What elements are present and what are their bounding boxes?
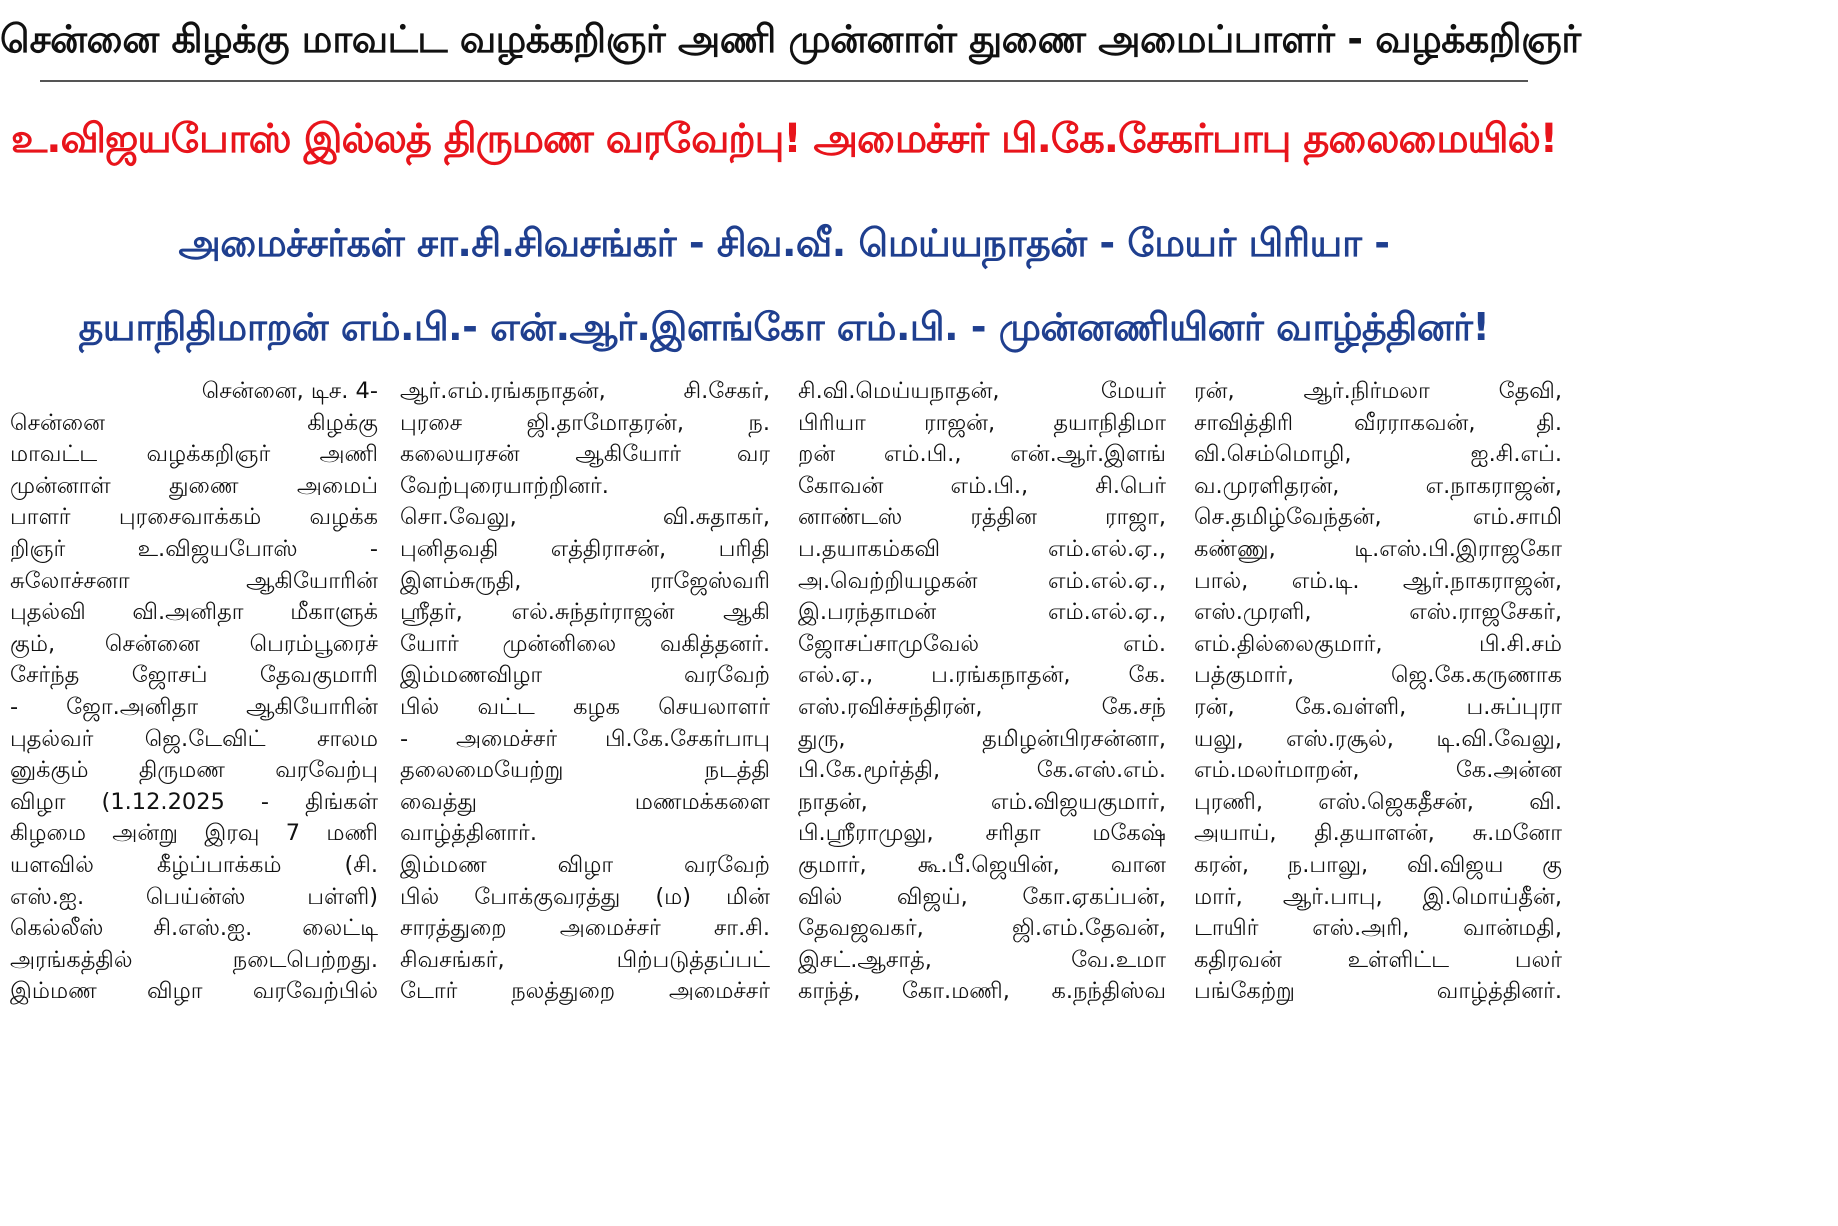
article-line: றிஞர் உ.விஜயபோஸ் - <box>10 535 378 562</box>
article-line: வ.முரளிதரன், எ.நாகராஜன், <box>1194 472 1562 499</box>
article-line: னாண்டஸ் ரத்தின ராஜா, <box>798 504 1166 531</box>
article-line: எஸ்.முரளி, எஸ்.ராஜசேகர், <box>1194 599 1562 626</box>
article-line: இசட்.ஆசாத், வே.உமா <box>798 946 1166 973</box>
article-line: அ.வெற்றியழகன் எம்.எல்.ஏ., <box>798 567 1166 594</box>
article-line: வேற்புரையாற்றினர். <box>400 472 609 499</box>
article-line: சாரத்துறை அமைச்சர் சா.சி. <box>400 915 770 942</box>
article-line: எஸ்.ரவிச்சந்திரன், கே.சந் <box>798 693 1166 720</box>
article-line: கெல்லீஸ் சி.எஸ்.ஐ. லைட்டி <box>10 915 378 942</box>
article-line: சென்னை, டிச. 4- <box>201 378 378 404</box>
article-line: ஜோசப்சாமுவேல் எம். <box>798 630 1166 657</box>
article-line: விழா (1.12.2025 - திங்கள் <box>10 788 378 815</box>
article-line: இம்மண விழா வரவேற்பில் <box>10 978 378 1005</box>
article-line: ஆர்.எம்.ரங்கநாதன், சி.சேகர், <box>400 378 770 404</box>
article-line: சிவசங்கர், பிற்படுத்தப்பட் <box>400 946 770 973</box>
article-column-2 <box>400 376 770 1041</box>
article-line: முன்னாள் துணை அமைப் <box>10 472 378 499</box>
article-line: புரசை ஜி.தாமோதரன், ந. <box>400 409 770 436</box>
article-line: எஸ்.ஐ. பெய்ன்ஸ் பள்ளி) <box>10 883 378 910</box>
article-line: புதல்வி வி.அனிதா மீகாளுக் <box>10 599 378 626</box>
article-line: யலு, எஸ்.ரசூல், டி.வி.வேலு, <box>1194 725 1562 752</box>
article-line: காந்த், கோ.மணி, க.நந்திஸ்வ <box>798 978 1166 1005</box>
article-line: இம்மணவிழா வரவேற் <box>400 662 770 689</box>
article-column-1 <box>10 376 378 1041</box>
article-line: பில் வட்ட கழக செயலாளர் <box>400 693 770 720</box>
article-line: கும், சென்னை பெரம்பூரைச் <box>10 630 378 657</box>
article-line: துரு, தமிழன்பிரசன்னா, <box>798 725 1166 752</box>
article-line: யளவில் கீழ்ப்பாக்கம் (சி. <box>10 851 378 878</box>
article-line: கரன், ந.பாலு, வி.விஜய கு <box>1194 851 1562 878</box>
article-line: சுலோச்சனா ஆகியோரின் <box>10 567 378 594</box>
headline: உ.விஜயபோஸ் இல்லத் திருமண வரவேற்பு! அமைச்சர் பி.கே.சேகர்பாபு தலைமையில்! <box>10 116 1558 162</box>
article-line: இம்மண விழா வரவேற் <box>400 851 770 878</box>
article-line: இளம்சுருதி, ராஜேஸ்வரி <box>400 567 770 594</box>
article-line: கண்ணு, டி.எஸ்.பி.இராஜகோ <box>1194 535 1562 562</box>
article-line: பில் போக்குவரத்து (ம) மின் <box>400 883 770 910</box>
article-line: பால், எம்.டி. ஆர்.நாகராஜன், <box>1194 567 1562 594</box>
article-line: தலைமையேற்று நடத்தி <box>400 757 770 784</box>
article-line: குமார், கூ.பீ.ஜெயின், வான <box>798 851 1166 878</box>
article-line: வி.செம்மொழி, ஐ.சி.எப். <box>1194 441 1562 468</box>
subheading-line-1: அமைச்சர்கள் சா.சி.சிவசங்கர் - சிவ.வீ. மெய்யநாதன் - மேயர் பிரியா - <box>178 221 1390 265</box>
article-line: தேவஜவகர், ஜி.எம்.தேவன், <box>798 915 1166 942</box>
kicker-line: சென்னை கிழக்கு மாவட்ட வழக்கறிஞர் அணி முன்னாள் துணை அமைப்பாளர் - வழக்கறிஞர் <box>0 17 1581 61</box>
article-column-3 <box>798 376 1166 1041</box>
article-line: வாழ்த்தினார். <box>400 820 537 847</box>
article-line: யோர் முன்னிலை வகித்தனர். <box>400 630 770 657</box>
article-line: சி.வி.மெய்யநாதன், மேயர் <box>798 378 1166 404</box>
article-line: மார், ஆர்.பாபு, இ.மொய்தீன், <box>1194 883 1562 910</box>
article-line: - ஜோ.அனிதா ஆகியோரின் <box>10 693 378 720</box>
article-line: சேர்ந்த ஜோசப் தேவகுமாரி <box>10 662 378 689</box>
article-column-4 <box>1194 376 1562 1041</box>
article-line: சாவித்திரி வீரராகவன், தி. <box>1194 409 1562 436</box>
article-line: னுக்கும் திருமண வரவேற்பு <box>10 757 378 784</box>
article-line: கோவன் எம்.பி., சி.பெர் <box>798 472 1166 499</box>
article-line: இ.பரந்தாமன் எம்.எல்.ஏ., <box>798 599 1166 626</box>
article-line: எம்.மலர்மாறன், கே.அன்ன <box>1194 757 1562 784</box>
article-line: புனிதவதி எத்திராசன், பரிதி <box>400 535 770 562</box>
article-line: புரணி, எஸ்.ஜெகதீசன், வி. <box>1194 788 1562 815</box>
article-line: நாதன், எம்.விஜயகுமார், <box>798 788 1166 815</box>
article-line: மாவட்ட வழக்கறிஞர் அணி <box>10 441 378 468</box>
article-line: டாயிர் எஸ்.அரி, வான்மதி, <box>1194 915 1562 942</box>
article-line: ப.தயாகம்கவி எம்.எல்.ஏ., <box>798 535 1166 562</box>
article-line: ரன், ஆர்.நிர்மலா தேவி, <box>1194 378 1562 404</box>
article-line: செ.தமிழ்வேந்தன், எம்.சாமி <box>1194 504 1562 531</box>
article-line: பிரியா ராஜன், தயாநிதிமா <box>798 409 1166 436</box>
article-line: வில் விஜய், கோ.ஏகப்பன், <box>798 883 1166 910</box>
article-line: புதல்வர் ஜெ.டேவிட் சாலம <box>10 725 378 752</box>
article-line: ஸ்ரீதர், எல்.சுந்தர்ராஜன் ஆகி <box>400 599 770 626</box>
article-line: கதிரவன் உள்ளிட்ட பலர் <box>1194 946 1562 973</box>
article-line: பி.ஸ்ரீராமுலு, சரிதா மகேஷ் <box>798 820 1166 847</box>
article-line: எம்.தில்லைகுமார், பி.சி.சம் <box>1194 630 1562 657</box>
subheading-line-2: தயாநிதிமாறன் எம்.பி.- என்.ஆர்.இளங்கோ எம்.பி. - முன்னணியினர் வாழ்த்தினர்! <box>78 305 1490 349</box>
article-line: டோர் நலத்துறை அமைச்சர் <box>400 978 770 1005</box>
divider-rule <box>40 80 1528 82</box>
article-line: பத்குமார், ஜெ.கே.கருணாக <box>1194 662 1562 689</box>
article-line: அரங்கத்தில் நடைபெற்றது. <box>10 946 378 973</box>
article-line: கலையரசன் ஆகியோர் வர <box>400 441 770 468</box>
article-line: - அமைச்சர் பி.கே.சேகர்பாபு <box>400 725 770 752</box>
article-line: அயாய், தி.தயாளன், சு.மனோ <box>1194 820 1562 847</box>
article-line: ரன், கே.வள்ளி, ப.சுப்புரா <box>1194 693 1562 720</box>
article-line: சென்னை கிழக்கு <box>10 409 378 436</box>
article-line: பி.கே.மூர்த்தி, கே.எஸ்.எம். <box>798 757 1166 784</box>
article-line: றன் எம்.பி., என்.ஆர்.இளங் <box>798 441 1166 468</box>
article-line: பங்கேற்று வாழ்த்தினர். <box>1194 978 1562 1005</box>
article-line: கிழமை அன்று இரவு 7 மணி <box>10 820 378 847</box>
article-line: வைத்து மணமக்களை <box>400 788 770 815</box>
article-line: எல்.ஏ., ப.ரங்கநாதன், கே. <box>798 662 1166 689</box>
article-line: பாளர் புரசைவாக்கம் வழக்க <box>10 504 378 531</box>
article-line: சொ.வேலு, வி.சுதாகர், <box>400 504 770 531</box>
